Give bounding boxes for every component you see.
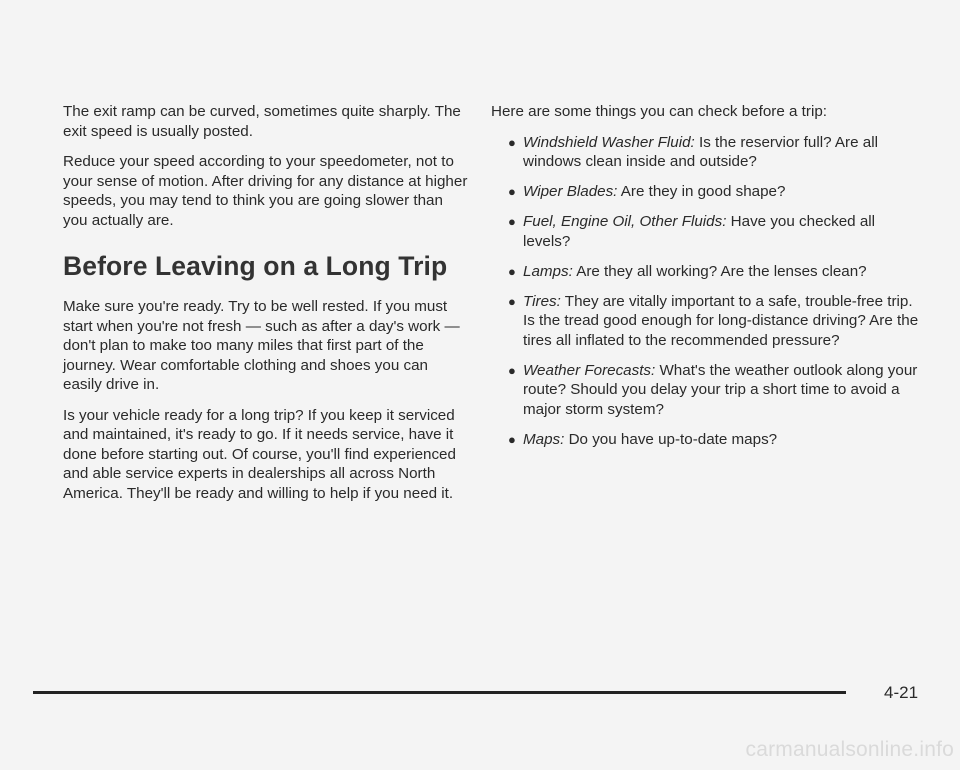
bullet-icon: ● bbox=[508, 214, 516, 229]
bullet-icon: ● bbox=[508, 184, 516, 199]
left-column bbox=[63, 102, 468, 514]
checklist-item-weather bbox=[491, 361, 921, 420]
checklist-text: They are vitally important to a safe, trouble-free trip. Is the tread good enough for long-distance driving? Are the tires all inflated to the recommended pressure? bbox=[523, 292, 919, 349]
checklist-text: Are they all working? Are the lenses clean? bbox=[572, 262, 867, 280]
checklist-term: Lamps: bbox=[523, 262, 573, 280]
checklist-text: Are they in good shape? bbox=[617, 183, 786, 200]
vehicle-ready-paragraph: Is your vehicle ready for a long trip? If you keep it serviced and maintained, it's ready to go. If it needs service, have it done before starting out. Of course, you'll find experienced and able service experts in dealerships all across North America. They'll be ready and willing to help if you need it. bbox=[63, 406, 456, 502]
bullet-icon: ● bbox=[508, 293, 516, 309]
checklist-text: Is the reservior full? Are all windows clean inside and outside? bbox=[523, 133, 878, 170]
checklist-item-lamps bbox=[491, 262, 921, 282]
checklist-term: Tires: bbox=[523, 292, 561, 310]
checklist-term: Weather Forecasts: bbox=[523, 361, 656, 379]
watermark: carmanualsonline.info bbox=[745, 738, 954, 761]
checklist-item-maps bbox=[491, 430, 921, 450]
checklist-term: Maps: bbox=[523, 430, 565, 448]
checklist-intro: Here are some things you can check before a trip: bbox=[491, 103, 827, 120]
bullet-icon: ● bbox=[508, 362, 516, 378]
checklist-text: Do you have up-to-date maps? bbox=[564, 430, 778, 448]
checklist-text: Have you checked all levels? bbox=[523, 213, 876, 250]
footer-rule bbox=[33, 691, 846, 694]
checklist-item-fluids bbox=[491, 212, 921, 251]
trip-checklist bbox=[491, 133, 921, 450]
checklist-text: What's the weather outlook along your route? Should you delay your trip a short time to avoid a major storm system? bbox=[523, 361, 918, 418]
checklist-term: Windshield Washer Fluid: bbox=[523, 133, 695, 151]
section-heading: Before Leaving on a Long Trip bbox=[63, 251, 448, 281]
bullet-icon: ● bbox=[508, 431, 516, 447]
reduce-speed-paragraph: Reduce your speed according to your speedometer, not to your sense of motion. After driving for any distance at higher speeds, you may tend to think you are going slower than you actually are. bbox=[63, 153, 468, 229]
checklist-term: Wiper Blades: bbox=[523, 183, 618, 200]
exit-ramp-paragraph: The exit ramp can be curved, sometimes quite sharply. The exit speed is usually posted. bbox=[63, 103, 461, 140]
right-column bbox=[491, 102, 921, 460]
checklist-item-tires bbox=[491, 292, 921, 351]
checklist-item-washer-fluid bbox=[491, 133, 921, 172]
checklist-term: Fuel, Engine Oil, Other Fluids: bbox=[523, 213, 727, 230]
page-number: 4-21 bbox=[884, 683, 919, 702]
bullet-icon: ● bbox=[508, 134, 516, 150]
bullet-icon: ● bbox=[508, 263, 516, 279]
checklist-item-wiper-blades bbox=[491, 182, 921, 202]
be-ready-paragraph: Make sure you're ready. Try to be well rested. If you must start when you're not fresh — such as after a day's work — don't plan to make too many miles that first part of the journey. Wear comfortable clothing and shoes you can easily drive in. bbox=[63, 298, 460, 393]
